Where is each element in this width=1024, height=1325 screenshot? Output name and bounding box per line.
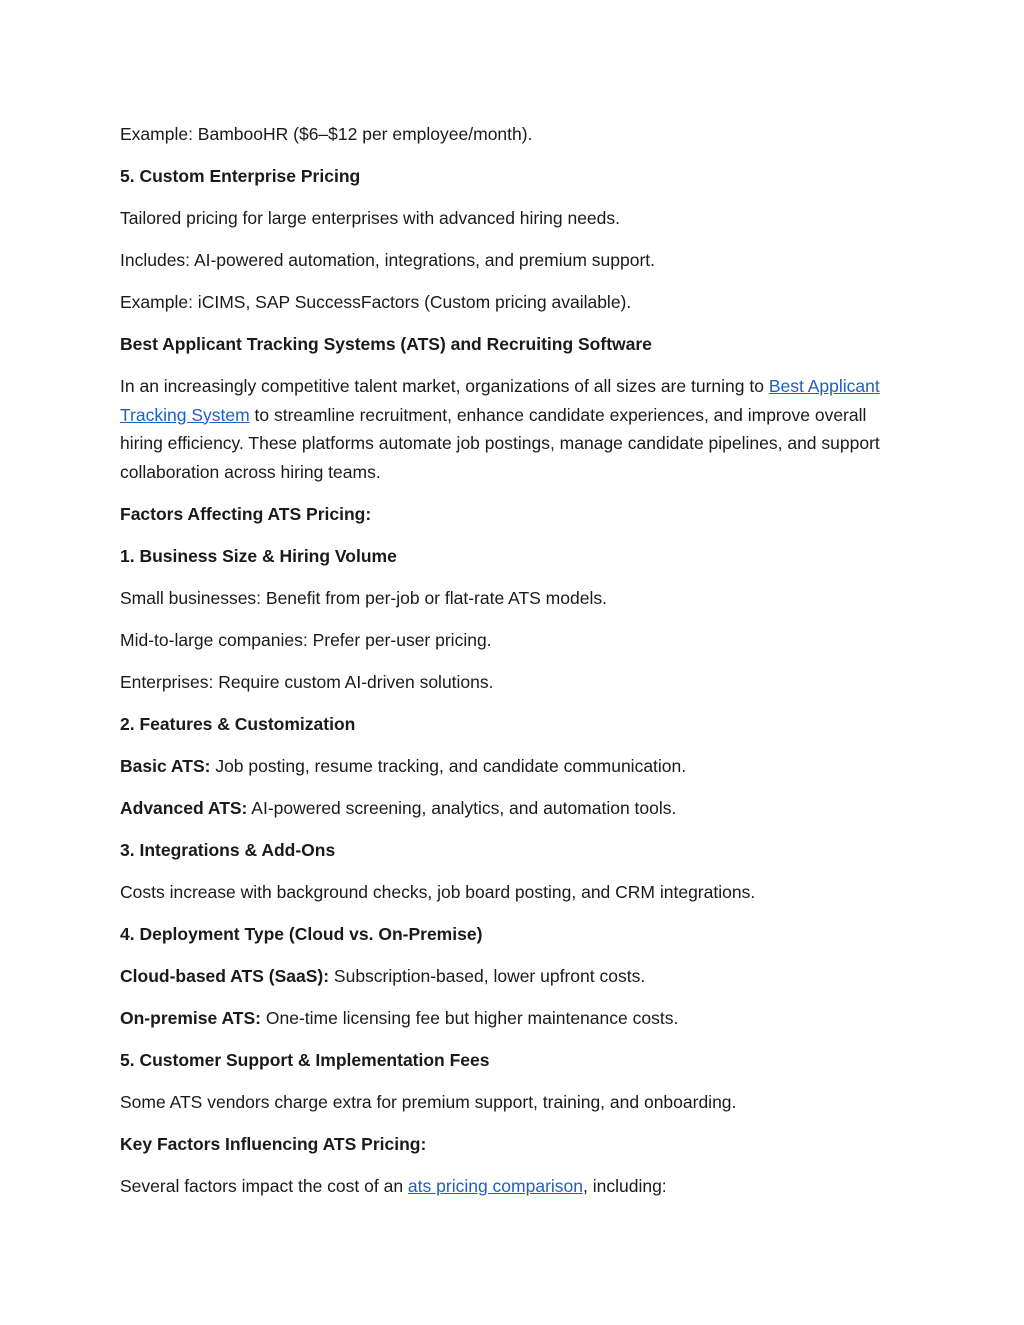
heading-business-size: 1. Business Size & Hiring Volume [120, 545, 397, 566]
cloud-ats-item [120, 962, 880, 991]
intro-text-before: In an increasingly competitive talent market, organizations of all sizes are turning to [120, 376, 769, 396]
heading-custom-enterprise-pricing: 5. Custom Enterprise Pricing [120, 166, 361, 186]
advanced-ats-item [120, 794, 880, 823]
enterprises-text: Enterprises: Require custom AI-driven solutions. [120, 671, 494, 692]
closing-text-before: Several factors impact the cost of an [120, 1175, 408, 1196]
includes-text: Includes: AI-powered automation, integrations, and premium support. [120, 250, 656, 270]
heading-factors-affecting: Factors Affecting ATS Pricing: [120, 503, 372, 524]
vendors-text: Some ATS vendors charge extra for premium support, training, and onboarding. [120, 1091, 737, 1112]
document-page [120, 120, 880, 1214]
tailored-pricing-text: Tailored pricing for large enterprises with advanced hiring needs. [120, 208, 620, 228]
closing-text-after: , including: [583, 1175, 667, 1196]
heading-support-fees: 5. Customer Support & Implementation Fees [120, 1049, 490, 1070]
intro-paragraph [120, 372, 880, 486]
costs-text: Costs increase with background checks, job board posting, and CRM integrations. [120, 881, 756, 902]
ats-pricing-comparison-link[interactable]: ats pricing comparison [407, 1175, 583, 1196]
basic-ats-label: Basic ATS: [120, 755, 211, 776]
cloud-ats-label: Cloud-based ATS (SaaS): [120, 965, 330, 986]
heading-features: 2. Features & Customization [120, 713, 356, 734]
onprem-ats-item [120, 1004, 880, 1033]
small-businesses-text: Small businesses: Benefit from per-job or flat-rate ATS models. [120, 587, 607, 608]
heading-key-factors: Key Factors Influencing ATS Pricing: [120, 1133, 427, 1154]
intro-text-after: to streamline recruitment, enhance candidate experiences, and improve overall hiring efficiency. These platforms automate job postings, manage candidate pipelines, and support collaboration across hiring teams. [120, 404, 880, 482]
advanced-ats-text: AI-powered screening, analytics, and automation tools. [247, 797, 677, 818]
best-ats-link[interactable]: Best Applicant Tracking System [120, 376, 880, 425]
advanced-ats-label: Advanced ATS: [120, 797, 248, 818]
cloud-ats-text: Subscription-based, lower upfront costs. [329, 965, 646, 986]
heading-deployment: 4. Deployment Type (Cloud vs. On-Premise) [120, 923, 483, 944]
heading-best-ats: Best Applicant Tracking Systems (ATS) and Recruiting Software [120, 334, 652, 354]
example-bamboohr: Example: BambooHR ($6–$12 per employee/month). [120, 124, 533, 144]
basic-ats-text: Job posting, resume tracking, and candidate communication. [210, 755, 687, 776]
example-icims: Example: iCIMS, SAP SuccessFactors (Custom pricing available). [120, 292, 632, 312]
heading-integrations: 3. Integrations & Add-Ons [120, 839, 336, 860]
closing-paragraph [120, 1172, 880, 1201]
onprem-ats-text: One-time licensing fee but higher maintenance costs. [261, 1007, 679, 1028]
basic-ats-item [120, 752, 880, 781]
mid-large-text: Mid-to-large companies: Prefer per-user pricing. [120, 629, 492, 650]
onprem-ats-label: On-premise ATS: [120, 1007, 261, 1028]
